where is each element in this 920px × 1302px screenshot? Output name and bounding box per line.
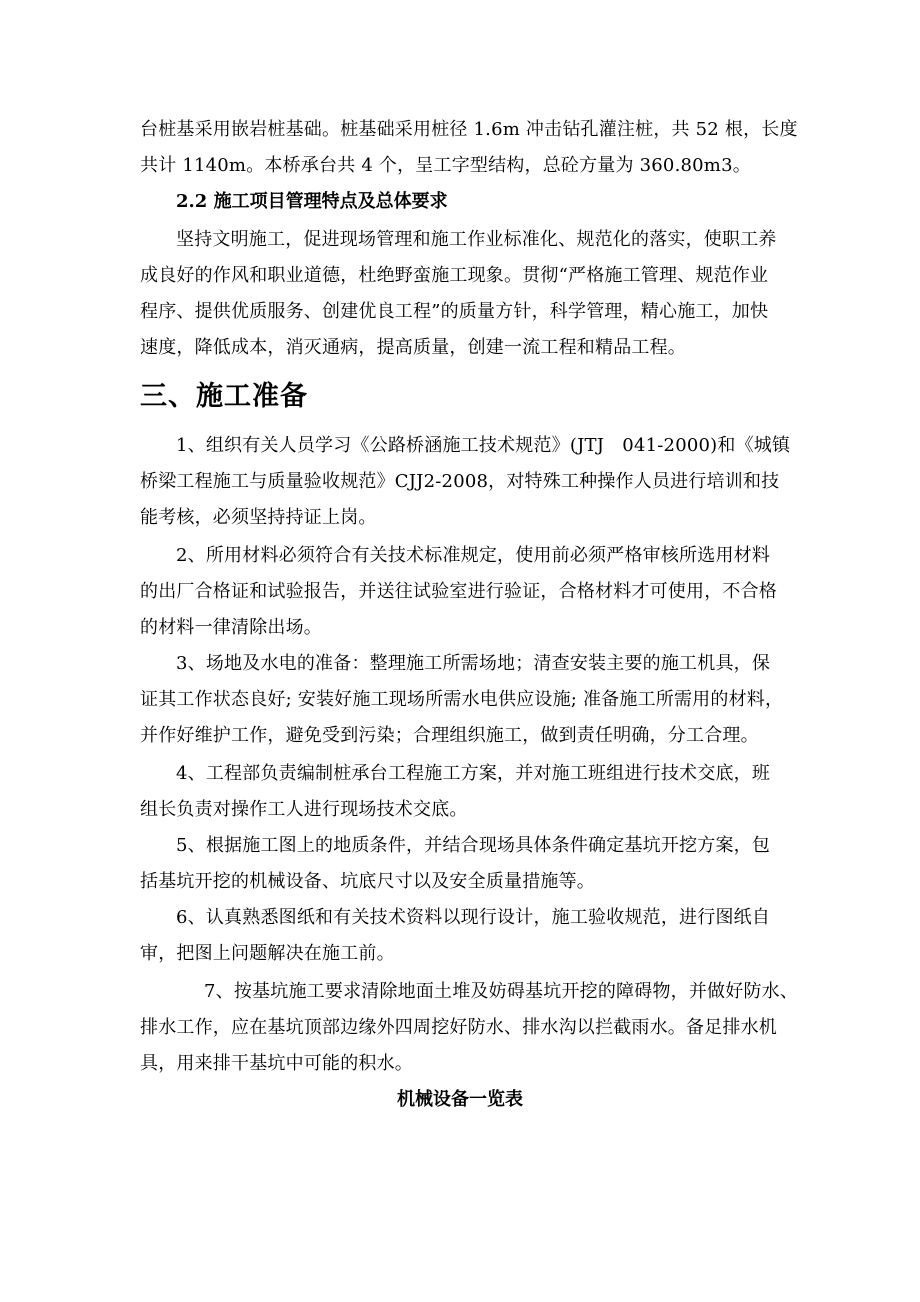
item-7-line: 7、按基坑施工要求清除地面土堆及妨碍基坑开挖的障碍物，并做好防水、 bbox=[204, 981, 799, 1002]
section-2-2-line: 成良好的作风和职业道德，杜绝野蛮施工现象。贯彻“严格施工管理、规范作业 bbox=[140, 265, 769, 286]
intro-line-1: 台桩基采用嵌岩桩基础。桩基础采用桩径 1.6m 冲击钻孔灌注桩，共 52 根，长度 bbox=[140, 119, 798, 140]
item-6-line: 6、认真熟悉图纸和有关技术资料以现行设计，施工验收规范，进行图纸自 bbox=[176, 907, 771, 928]
item-5-line: 5、根据施工图上的地质条件，并结合现场具体条件确定基坑开挖方案，包 bbox=[176, 835, 771, 856]
section-2-2-line: 坚持文明施工，促进现场管理和施工作业标准化、规范化的落实，使职工养 bbox=[176, 229, 777, 250]
item-3-line: 3、场地及水电的准备：整理施工所需场地；清查安装主要的施工机具，保 bbox=[176, 653, 771, 674]
item-1-line: 1、组织有关人员学习《公路桥涵施工技术规范》(JTJ 041-2000)和《城镇 bbox=[176, 435, 791, 456]
section-3-heading: 三、施工准备 bbox=[140, 381, 308, 412]
item-2-line: 的出厂合格证和试验报告，并送往试验室进行验证，合格材料才可使用，不合格 bbox=[140, 581, 777, 602]
section-2-2-line: 速度，降低成本，消灭通病，提高质量，创建一流工程和精品工程。 bbox=[140, 337, 686, 358]
item-2-line: 2、所用材料必须符合有关技术标准规定，使用前必须严格审核所选用材料 bbox=[176, 545, 771, 566]
item-4-line: 4、工程部负责编制桩承台工程施工方案，并对施工班组进行技术交底，班 bbox=[176, 763, 771, 784]
item-7-line: 具，用来排干基坑中可能的积水。 bbox=[140, 1053, 413, 1074]
item-7-line: 排水工作，应在基坑顶部边缘外四周挖好防水、排水沟以拦截雨水。备足排水机 bbox=[140, 1017, 777, 1038]
item-3-line: 证其工作状态良好; 安装好施工现场所需水电供应设施; 准备施工所需用的材料， bbox=[140, 689, 784, 710]
item-3-line: 并作好维护工作，避免受到污染；合理组织施工，做到责任明确，分工合理。 bbox=[140, 725, 759, 746]
item-1-line: 能考核，必须坚持持证上岗。 bbox=[140, 507, 377, 528]
item-4-line: 组长负责对操作工人进行现场技术交底。 bbox=[140, 799, 468, 820]
intro-line-2: 共计 1140m。本桥承台共 4 个，呈工字型结构，总砼方量为 360.80m3。 bbox=[140, 155, 751, 176]
item-6-line: 审，把图上问题解决在施工前。 bbox=[140, 943, 395, 964]
item-2-line: 的材料一律清除出场。 bbox=[140, 617, 322, 638]
item-5-line: 括基坑开挖的机械设备、坑底尺寸以及安全质量措施等。 bbox=[140, 871, 595, 892]
section-2-2-title: 2.2 施工项目管理特点及总体要求 bbox=[176, 191, 448, 212]
equipment-table-title: 机械设备一览表 bbox=[397, 1089, 523, 1110]
item-1-line: 桥梁工程施工与质量验收规范》CJJ2-2008，对特殊工种操作人员进行培训和技 bbox=[140, 471, 780, 492]
section-2-2-line: 程序、提供优质服务、创建优良工程”的质量方针，科学管理，精心施工，加快 bbox=[140, 301, 769, 322]
